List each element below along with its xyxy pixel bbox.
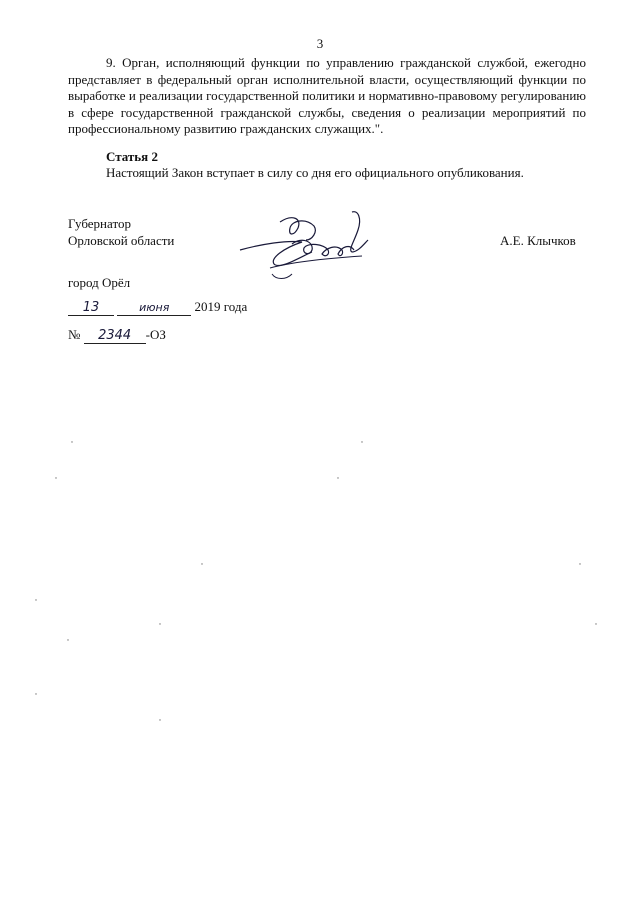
date-month-blank bbox=[117, 299, 191, 316]
signatory-title-line-2: Орловской области bbox=[68, 232, 175, 248]
signatory-title bbox=[68, 216, 174, 249]
date-day-blank bbox=[68, 299, 114, 316]
law-number-prefix: № bbox=[68, 327, 81, 342]
signatory-title-line-1: Губернатор bbox=[68, 216, 131, 231]
signing-date bbox=[68, 299, 247, 316]
law-number-blank bbox=[84, 327, 146, 344]
signatory-name: А.Е. Клычков bbox=[500, 233, 576, 248]
law-number-value: 2344 bbox=[98, 328, 132, 343]
law-number-suffix: -ОЗ bbox=[145, 327, 166, 342]
article-text: Настоящий Закон вступает в силу со дня его официального опубликования. bbox=[106, 165, 524, 180]
page-number: 3 bbox=[316, 36, 324, 51]
handwritten-signature bbox=[232, 204, 382, 284]
date-year: 2019 года bbox=[194, 299, 248, 314]
date-month: июня bbox=[139, 301, 170, 314]
date-day: 13 bbox=[82, 300, 100, 315]
paragraph-item-9: 9. Орган, исполняющий функции по управлению гражданской службой, ежегодно представляет в федеральный орган исполнительной власти, осуществляющий функции по выработке и реализации государственной политики и нормативно-правовому регулированию в сфере государственной гражданской службы, сведения о реализации мероприятий по профессиональному развитию гражданских служащих.". bbox=[68, 55, 586, 136]
city: город Орёл bbox=[68, 275, 131, 290]
law-number bbox=[68, 327, 166, 344]
article-title: Статья 2 bbox=[106, 149, 158, 164]
